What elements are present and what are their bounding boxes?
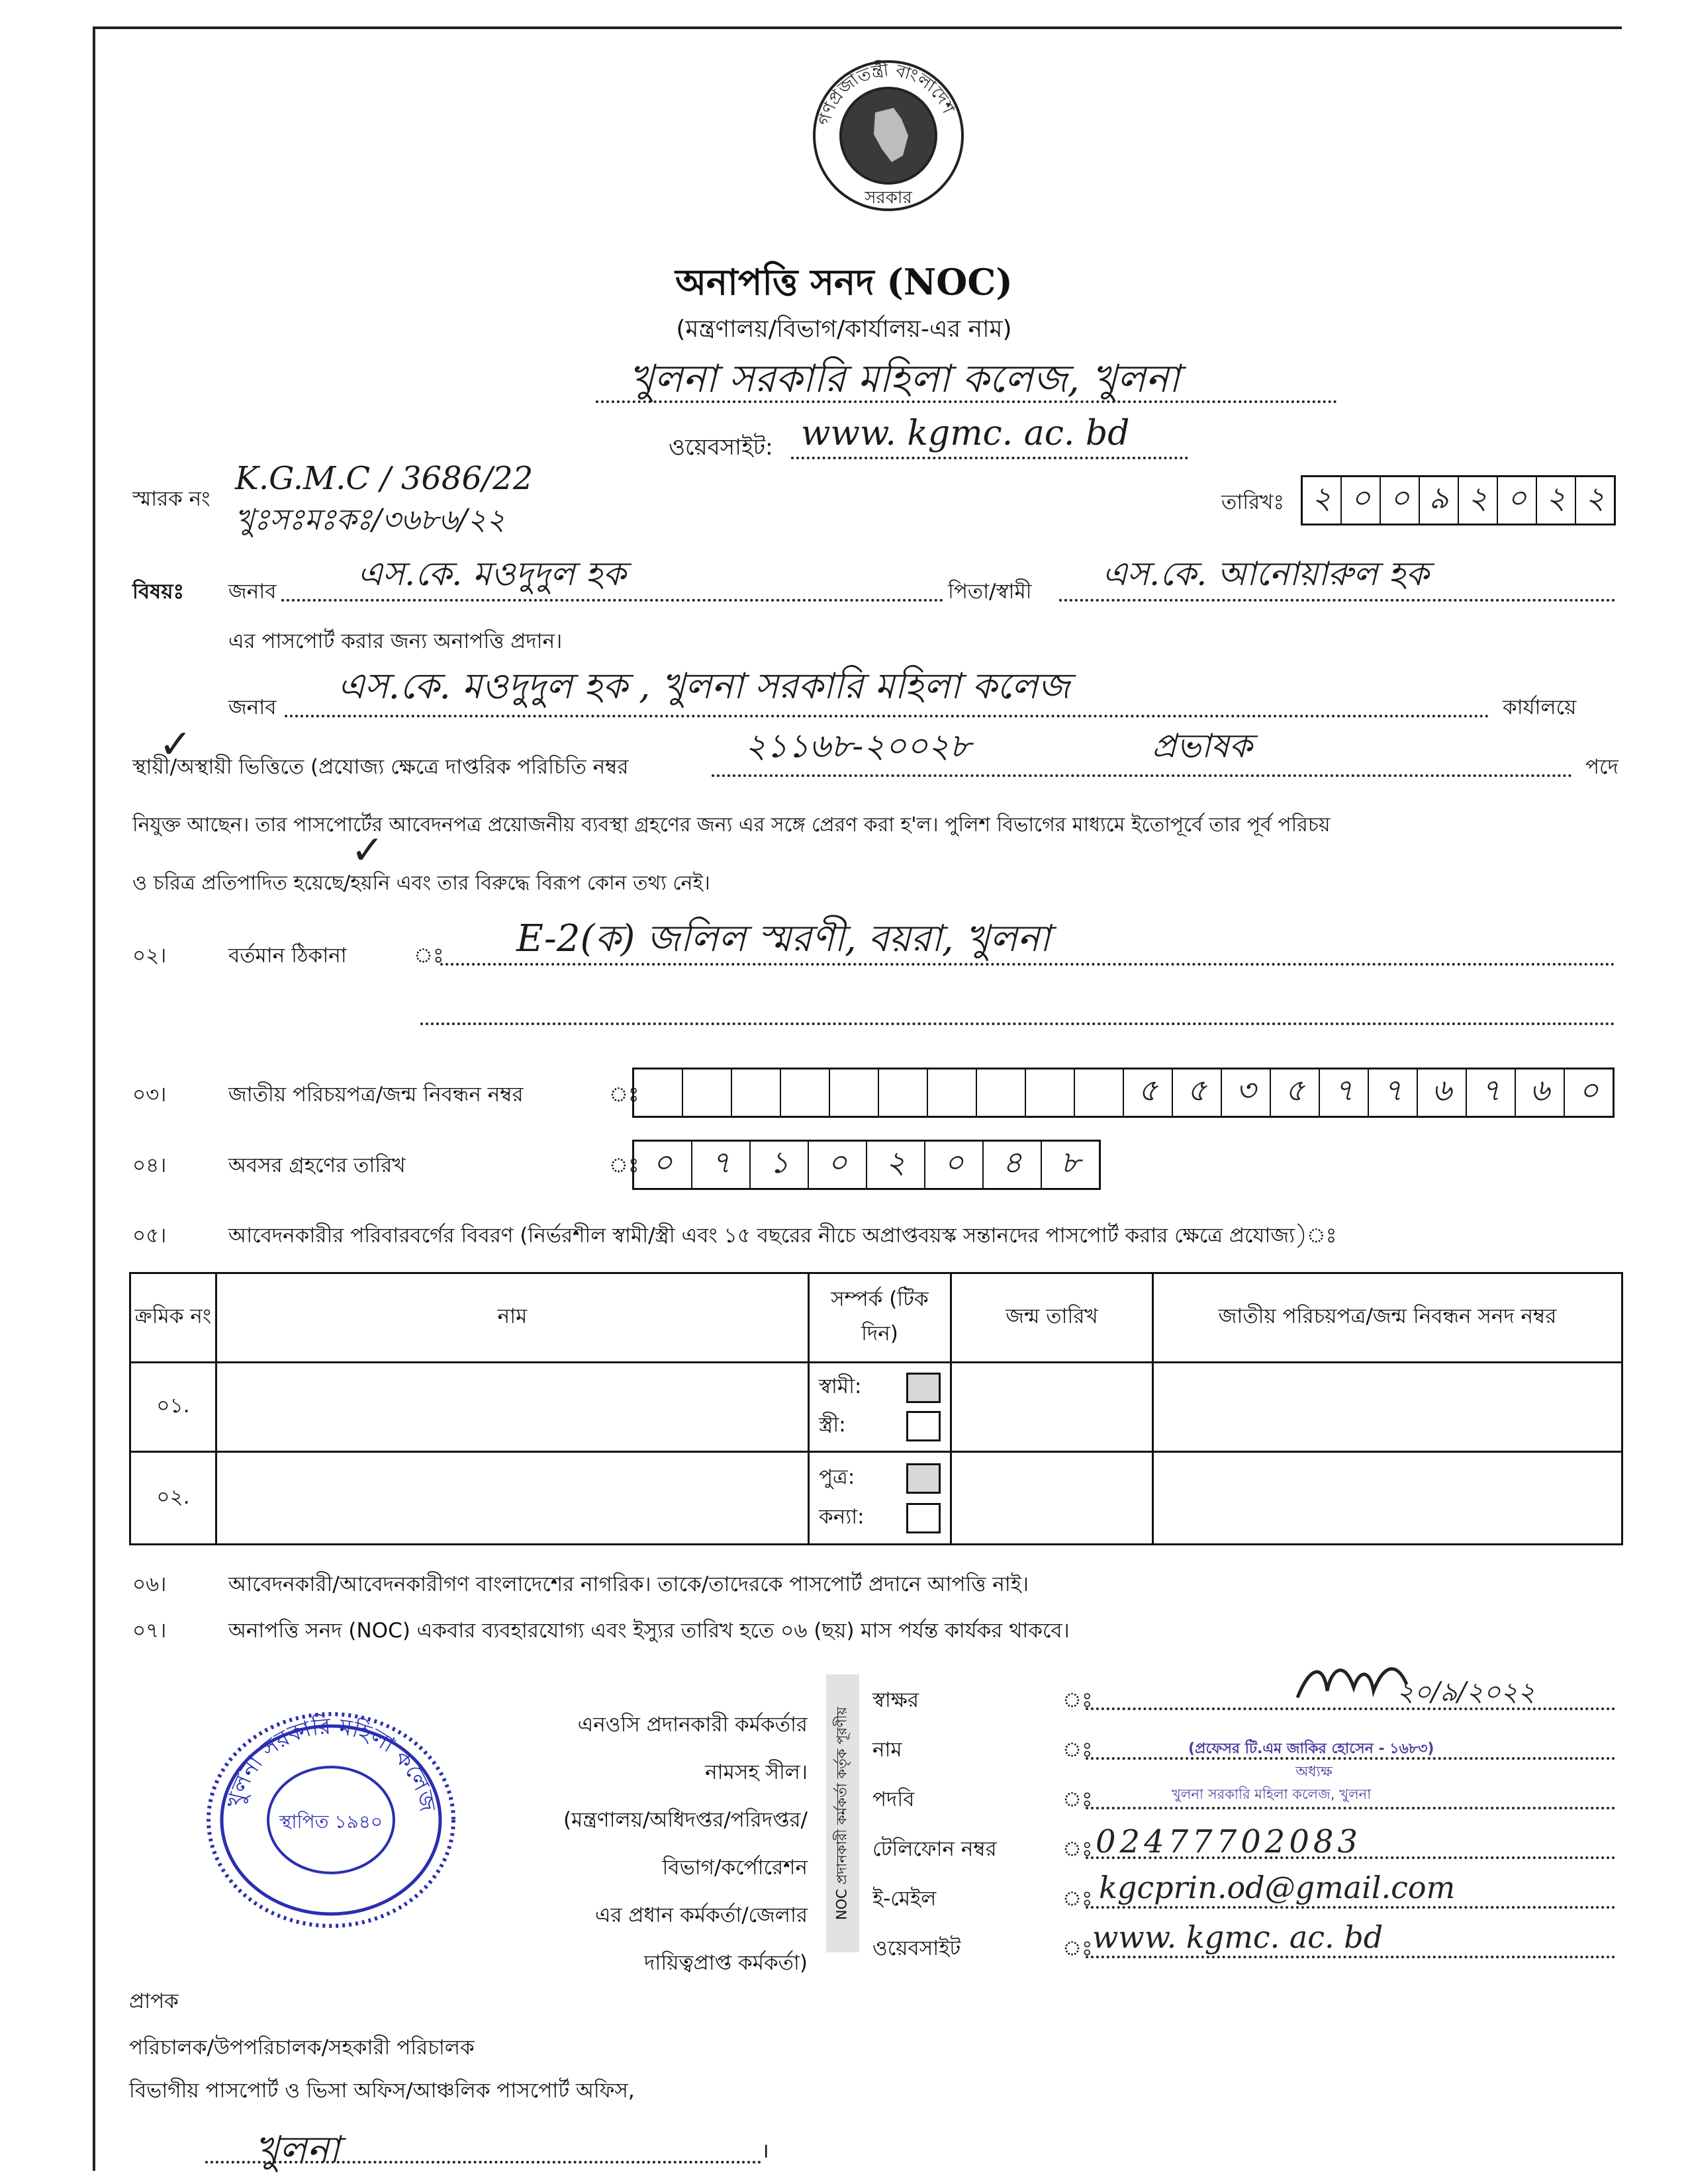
designation-line xyxy=(1086,1807,1615,1809)
recipient-line-1: পরিচালক/উপপরিচালক/সহকারী পরিচালক xyxy=(129,2036,475,2060)
row-1-name-cell[interactable] xyxy=(216,1363,809,1452)
body-janab-line xyxy=(285,715,1489,717)
row-1-dob-cell[interactable] xyxy=(951,1363,1153,1452)
retirement-box-cell: ০ xyxy=(634,1142,692,1188)
item-04-number: ০৪। xyxy=(132,1154,167,1177)
subject-label: বিষয়ঃ xyxy=(132,580,185,604)
seal-center-text: স্থাপিত ১৯৪০ xyxy=(279,1811,383,1833)
row-1-option-husband-label: স্বামী: xyxy=(819,1375,862,1398)
wife-checkbox[interactable] xyxy=(906,1411,941,1441)
date-box-cell: ০ xyxy=(1342,477,1381,523)
item-04-label: অবসর গ্রহণের তারিখ xyxy=(228,1154,406,1177)
retirement-box-cell: ০ xyxy=(809,1142,867,1188)
field-colon-1: ঃ xyxy=(1062,1688,1093,1712)
note-06-text: আবেদনকারী/আবেদনকারীগণ বাংলাদেশের নাগরিক। তাকে/তাদেরকে পাসপোর্ট প্রদানে আপত্তি নাই। xyxy=(228,1572,1029,1596)
header-dob: জন্ম তারিখ xyxy=(951,1273,1153,1363)
nid-box-cell: ৭ xyxy=(1320,1069,1369,1116)
signatory-line-5: এর প্রধান কর্মকর্তা/জেলার xyxy=(594,1903,808,1927)
row-2-dob-cell[interactable] xyxy=(951,1452,1153,1545)
nid-box-cell xyxy=(683,1069,732,1116)
field-colon-2: ঃ xyxy=(1062,1738,1093,1762)
designation-stamp: অধ্যক্ষ xyxy=(1295,1764,1333,1780)
father-name-line xyxy=(1059,599,1615,602)
nid-box-cell: ৩ xyxy=(1222,1069,1271,1116)
nid-box-cell xyxy=(1026,1069,1075,1116)
website-field-value: www. kgmc. ac. bd xyxy=(1092,1919,1383,1955)
date-box-cell: ২ xyxy=(1459,477,1498,523)
recipient-label: প্রাপক xyxy=(129,1989,179,2013)
memo-value-line1: K.G.M.C / 3686/22 xyxy=(235,460,534,497)
official-id-value: ২১১৬৮-২০০২৮ xyxy=(745,727,971,765)
body-paragraph-2: ও চরিত্র প্রতিপাদিত হয়েছে/হয়নি এবং তার বিরুদ্ধে বিরূপ কোন তথ্য নেই। xyxy=(132,872,710,895)
document-subtitle: (মন্ত্রণালয়/বিভাগ/কার্যালয়-এর নাম) xyxy=(676,316,1012,343)
table-row xyxy=(130,1363,1622,1452)
row-1-option-wife-label: স্ত্রী: xyxy=(819,1413,846,1437)
nid-box-cell: ৬ xyxy=(1516,1069,1565,1116)
signatory-line-6: দায়িত্বপ্রাপ্ত কর্মকর্তা) xyxy=(644,1951,808,1975)
recipient-city: খুলনা xyxy=(255,2128,340,2171)
item-02-label: বর্তমান ঠিকানা xyxy=(228,944,347,968)
retirement-box-cell: ২ xyxy=(867,1142,925,1188)
website-line xyxy=(791,457,1188,459)
seal-ring-text: খুলনা সরকারি মহিলা কলেজ xyxy=(222,1713,441,1814)
body-paragraph-1: নিযুক্ত আছেন। তার পাসপোর্টের আবেদনপত্র প্রয়োজনীয় ব্যবস্থা গ্রহণের জন্য এর সঙ্গে প্রেরণ করা হ'ল। পুলিশ বিভাগের মাধ্যমে ইতোপূর্বে তার পূর্ব পরিচয় xyxy=(132,813,1331,837)
retirement-box-cell: ৪ xyxy=(984,1142,1042,1188)
retirement-box-cell: ১ xyxy=(751,1142,809,1188)
nid-box-cell: ৫ xyxy=(1271,1069,1320,1116)
nid-box-cell: ৭ xyxy=(1369,1069,1418,1116)
office-name: খুলনা সরকারি মহিলা কলেজ, খুলনা xyxy=(629,356,1180,401)
recipient-city-line xyxy=(205,2161,761,2163)
permanent-label: স্থায়ী/অস্থায়ী ভিত্তিতে (প্রযোজ্য ক্ষেত্রে দাপ্তরিক পরিচিতি নম্বর xyxy=(132,755,629,779)
phone-value: 02477702083 xyxy=(1096,1823,1362,1860)
date-box-cell: ০ xyxy=(1381,477,1420,523)
nid-box-cell xyxy=(634,1069,683,1116)
nid-box-cell xyxy=(977,1069,1026,1116)
body-janab-value: এস.কে. মওদুদুল হক , খুলনা সরকারি মহিলা কলেজ xyxy=(338,665,1070,707)
retirement-box-cell: ০ xyxy=(925,1142,984,1188)
signatory-line-4: বিভাগ/কর্পোরেশন xyxy=(662,1856,808,1880)
nid-boxes xyxy=(632,1068,1615,1118)
office-suffix: কার্যালয়ে xyxy=(1503,696,1577,719)
nid-box-cell xyxy=(732,1069,781,1116)
officer-name-stamp: (প্রফেসর টি.এম জাকির হোসেন - ১৬৮৩) xyxy=(1188,1741,1434,1757)
header-nid: জাতীয় পরিচয়পত্র/জন্ম নিবন্ধন সনদ নম্বর xyxy=(1153,1273,1622,1363)
note-07-text: অনাপত্তি সনদ (NOC) একবার ব্যবহারযোগ্য এবং ইস্যুর তারিখ হতে ০৬ (ছয়) মাস পর্যন্ত কার্যকর থাকবে। xyxy=(228,1619,1070,1643)
college-seal-icon xyxy=(202,1707,460,1933)
signature-date: ২০/৯/২০২২ xyxy=(1397,1677,1535,1707)
header-relation: সম্পর্ক (টিক দিন) xyxy=(809,1273,951,1363)
son-checkbox[interactable] xyxy=(906,1463,941,1494)
field-colon-3: ঃ xyxy=(1062,1788,1093,1811)
header-serial: ক্রমিক নং xyxy=(130,1273,216,1363)
nid-box-cell: ৬ xyxy=(1418,1069,1467,1116)
date-box-cell: ২ xyxy=(1303,477,1342,523)
body-janab-label: জনাব xyxy=(228,696,277,719)
memo-value-line2: খুঃসঃমঃকঃ/৩৬৮৬/২২ xyxy=(235,503,506,537)
date-box-cell: ০ xyxy=(1498,477,1537,523)
nid-box-cell xyxy=(1075,1069,1124,1116)
designation-stamp-line-2: খুলনা সরকারি মহিলা কলেজ, খুলনা xyxy=(1172,1786,1372,1802)
memo-label: স্মারক নং xyxy=(132,487,211,511)
emblem-top-text: গণপ্রজাতন্ত্রী বাংলাদেশ xyxy=(814,60,959,128)
signatory-line-1: এনওসি প্রদানকারী কর্মকর্তার xyxy=(577,1713,808,1737)
item-05-text: আবেদনকারীর পরিবারবর্গের বিবরণ (নির্ভরশীল স্বামী/স্ত্রী এবং ১৫ বছরের নীচে অপ্রাপ্তবয়স্ক সন্তানদের পাসপোর্ট করার ক্ষেত্রে প্রযোজ্য)ঃ xyxy=(228,1224,1337,1248)
family-table xyxy=(129,1272,1623,1545)
item-03-label: জাতীয় পরিচয়পত্র/জন্ম নিবন্ধন নম্বর xyxy=(228,1083,524,1107)
website-value: www. kgmc. ac. bd xyxy=(801,414,1130,453)
address-line-2 xyxy=(420,1023,1615,1025)
father-name: এস.কে. আনোয়ারুল হক xyxy=(1102,555,1429,593)
date-box-cell: ৯ xyxy=(1420,477,1459,523)
website-label: ওয়েবসাইট: xyxy=(669,434,773,461)
tick-mark-icon-2: ✓ xyxy=(351,827,385,874)
government-emblem-icon xyxy=(809,56,968,215)
field-signature-label: স্বাক্ষর xyxy=(872,1688,919,1712)
father-label: পিতা/স্বামী xyxy=(948,580,1032,604)
row-2-name-cell[interactable] xyxy=(216,1452,809,1545)
item-04-colon: ঃ xyxy=(609,1154,639,1177)
subject-line2: এর পাসপোর্ট করার জন্য অনাপত্তি প্রদান। xyxy=(228,629,563,653)
recipient-line-2: বিভাগীয় পাসপোর্ট ও ভিসা অফিস/আঞ্চলিক পাসপোর্ট অফিস, xyxy=(129,2079,635,2103)
item-02-colon: ঃ xyxy=(414,944,444,968)
row-2-option-daughter-label: কন্যা: xyxy=(819,1504,865,1529)
daughter-checkbox[interactable] xyxy=(906,1503,941,1533)
date-label: তারিখঃ xyxy=(1221,490,1285,514)
note-06-number: ০৬। xyxy=(132,1572,167,1596)
field-colon-4: ঃ xyxy=(1062,1837,1093,1861)
emblem-bottom-text: সরকার xyxy=(865,188,912,208)
retirement-date-boxes xyxy=(632,1140,1101,1190)
post-value: প্রভাষক xyxy=(1152,727,1252,765)
field-name-label: নাম xyxy=(872,1738,902,1762)
field-colon-5: ঃ xyxy=(1062,1887,1093,1911)
field-phone-label: টেলিফোন নম্বর xyxy=(872,1837,997,1861)
note-07-number: ০৭। xyxy=(132,1619,167,1643)
row-1-serial: ০১. xyxy=(130,1363,216,1452)
signatory-line-3: (মন্ত্রণালয়/অধিদপ্তর/পরিদপ্তর/ xyxy=(563,1808,808,1832)
row-1-nid-cell[interactable] xyxy=(1153,1363,1622,1452)
item-05-number: ০৫। xyxy=(132,1224,167,1248)
nid-box-cell xyxy=(781,1069,830,1116)
row-2-relation-cell xyxy=(809,1452,951,1545)
row-2-nid-cell[interactable] xyxy=(1153,1452,1622,1545)
subject-janab-label: জনাব xyxy=(228,580,277,604)
recipient-end-mark: । xyxy=(761,2139,769,2163)
website-field-line xyxy=(1086,1956,1615,1958)
nid-box-cell: ০ xyxy=(1579,1072,1599,1108)
nid-box-cell xyxy=(928,1069,977,1116)
email-line xyxy=(1086,1906,1615,1909)
present-address: E-2(ক) জলিল স্মরণী, বয়রা, খুলনা xyxy=(516,917,1051,960)
signatory-left-text xyxy=(503,1701,808,1987)
applicant-name: এস.কে. মওদুদুল হক xyxy=(357,555,626,593)
field-colon-6: ঃ xyxy=(1062,1936,1093,1960)
nid-box-cell xyxy=(830,1069,879,1116)
applicant-name-line xyxy=(281,599,943,602)
table-row xyxy=(130,1452,1622,1545)
husband-checkbox[interactable] xyxy=(906,1373,941,1403)
retirement-box-cell: ৮ xyxy=(1060,1144,1080,1180)
header-name: নাম xyxy=(216,1273,809,1363)
svg-text:খুলনা সরকারি মহিলা কলেজ xyxy=(222,1713,440,1814)
field-designation-label: পদবি xyxy=(872,1788,915,1811)
post-suffix: পদে xyxy=(1585,755,1618,779)
tick-mark-icon: ✓ xyxy=(159,721,193,768)
row-2-option-son-label: পুত্র: xyxy=(819,1465,855,1489)
item-03-colon: ঃ xyxy=(609,1083,639,1107)
item-03-number: ০৩। xyxy=(132,1083,167,1107)
document-title: অনাপত্তি সনদ (NOC) xyxy=(675,261,1013,303)
signatory-line-2: নামসহ সীল। xyxy=(705,1760,808,1784)
office-name-line xyxy=(596,400,1337,403)
item-02-number: ০২। xyxy=(132,944,167,968)
family-table-header-row xyxy=(130,1273,1622,1363)
noc-strip-text: NOC প্রদানকারী কর্মকর্তা কর্তৃক পূরণীয় xyxy=(833,1706,850,1921)
nid-box-cell: ৭ xyxy=(1467,1069,1516,1116)
field-email-label: ই-মেইল xyxy=(872,1887,937,1911)
nid-box-cell: ৫ xyxy=(1124,1069,1173,1116)
date-box-cell: ২ xyxy=(1585,480,1605,516)
email-value: kgcprin.od@gmail.com xyxy=(1099,1870,1456,1905)
date-boxes xyxy=(1301,475,1616,525)
row-1-relation-cell xyxy=(809,1363,951,1452)
nid-box-cell xyxy=(879,1069,928,1116)
address-line-1 xyxy=(440,963,1615,966)
row-2-serial: ০২. xyxy=(130,1452,216,1545)
field-website-label: ওয়েবসাইট xyxy=(872,1936,961,1960)
retirement-box-cell: ৭ xyxy=(692,1142,751,1188)
noc-strip xyxy=(826,1674,859,1952)
official-id-line xyxy=(712,774,1572,777)
nid-box-cell: ৫ xyxy=(1173,1069,1222,1116)
date-box-cell: ২ xyxy=(1537,477,1576,523)
